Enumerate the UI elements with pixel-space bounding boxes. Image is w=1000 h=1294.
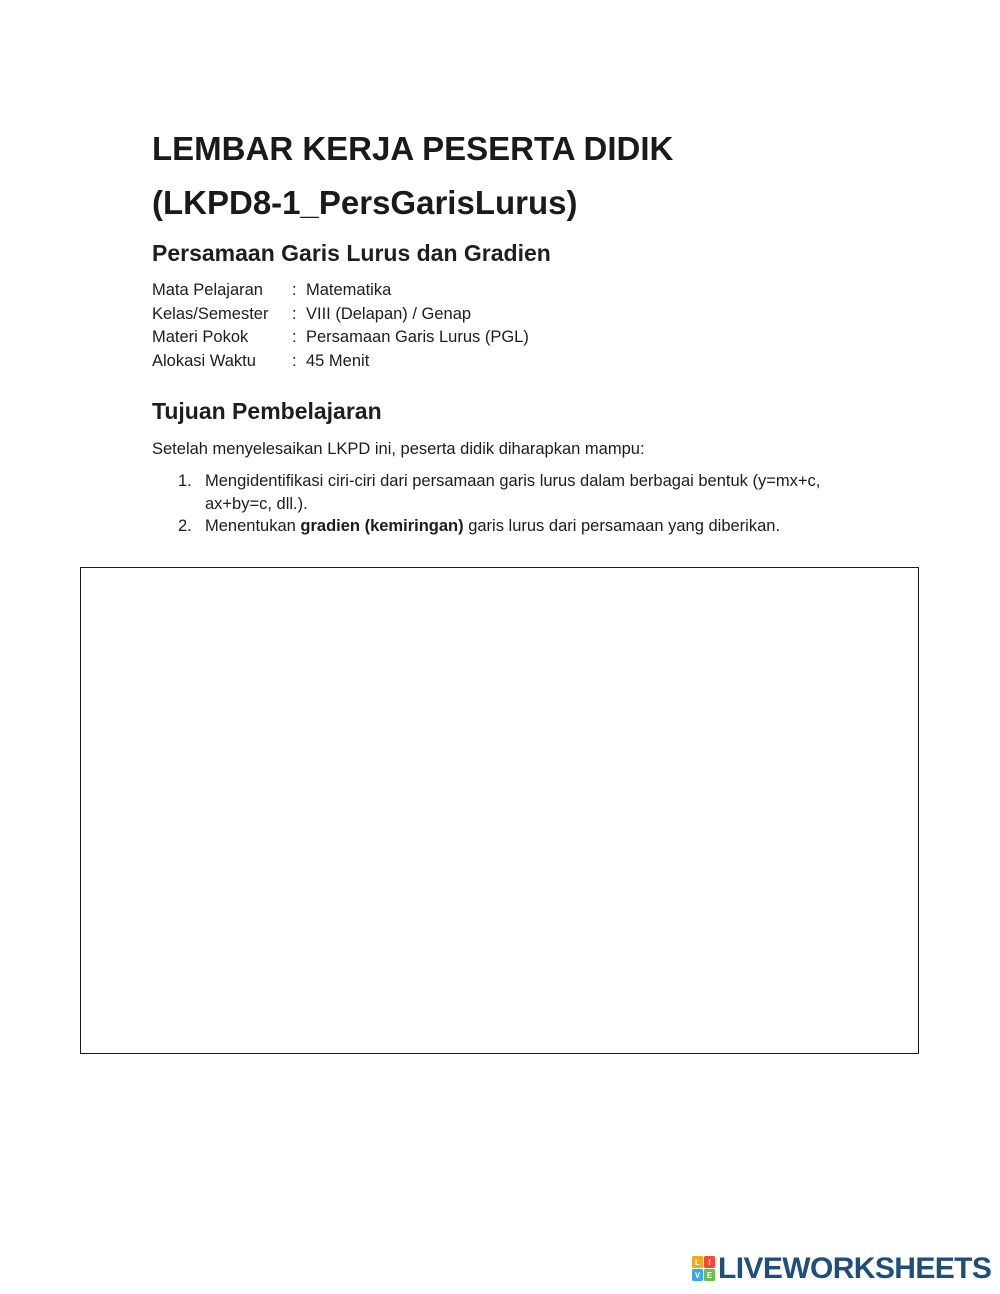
info-label: Materi Pokok <box>152 328 249 346</box>
objective-text-start: Menentukan <box>205 517 301 535</box>
objective-text: Mengidentifikasi ciri-ciri dari persamaan garis lurus dalam berbagai bentuk (y=mx+c, ax+by=c, dll.). <box>205 472 821 513</box>
lesson-info <box>152 279 529 373</box>
liveworksheets-wordmark: LIVEWORKSHEETS <box>718 1252 992 1285</box>
info-value: VIII (Delapan) / Genap <box>306 304 472 323</box>
info-value: Matematika <box>306 281 392 299</box>
svg-text:L: L <box>695 1258 700 1267</box>
info-separator: : <box>292 281 297 299</box>
objective-number: 1. <box>178 472 192 490</box>
info-row-class <box>152 303 529 327</box>
document-title: LEMBAR KERJA PESERTA DIDIK <box>152 130 674 167</box>
info-label: Kelas/Semester <box>152 304 269 323</box>
info-row-subject <box>152 279 529 303</box>
objective-text <box>205 515 878 538</box>
objective-item <box>178 515 878 538</box>
info-separator: : <box>292 328 297 346</box>
svg-text:E: E <box>706 1271 713 1280</box>
objectives-list <box>178 470 878 538</box>
liveworksheets-logo-icon <box>692 1256 716 1282</box>
info-separator: : <box>292 304 297 323</box>
document-subtitle: Persamaan Garis Lurus dan Gradien <box>152 240 551 266</box>
objectives-intro: Setelah menyelesaikan LKPD ini, peserta didik diharapkan mampu: <box>152 440 645 458</box>
objective-text-emphasis: gradien (kemiringan) <box>300 517 464 535</box>
info-value: 45 Menit <box>306 351 370 370</box>
info-label: Mata Pelajaran <box>152 281 263 299</box>
document-code: (LKPD8-1_PersGarisLurus) <box>152 184 578 221</box>
svg-text:I: I <box>708 1258 711 1267</box>
objectives-heading: Tujuan Pembelajaran <box>152 398 382 424</box>
info-separator: : <box>292 351 297 370</box>
objective-item <box>178 470 878 515</box>
info-row-topic <box>152 326 529 350</box>
svg-text:V: V <box>694 1271 701 1280</box>
worksheet-activity-area[interactable] <box>80 567 919 1054</box>
liveworksheets-brand <box>692 1253 991 1285</box>
info-row-time <box>152 350 529 374</box>
objective-text-end: garis lurus dari persamaan yang diberikan. <box>463 517 781 535</box>
objective-number: 2. <box>178 517 192 535</box>
info-value: Persamaan Garis Lurus (PGL) <box>306 328 529 346</box>
info-label: Alokasi Waktu <box>152 351 256 370</box>
